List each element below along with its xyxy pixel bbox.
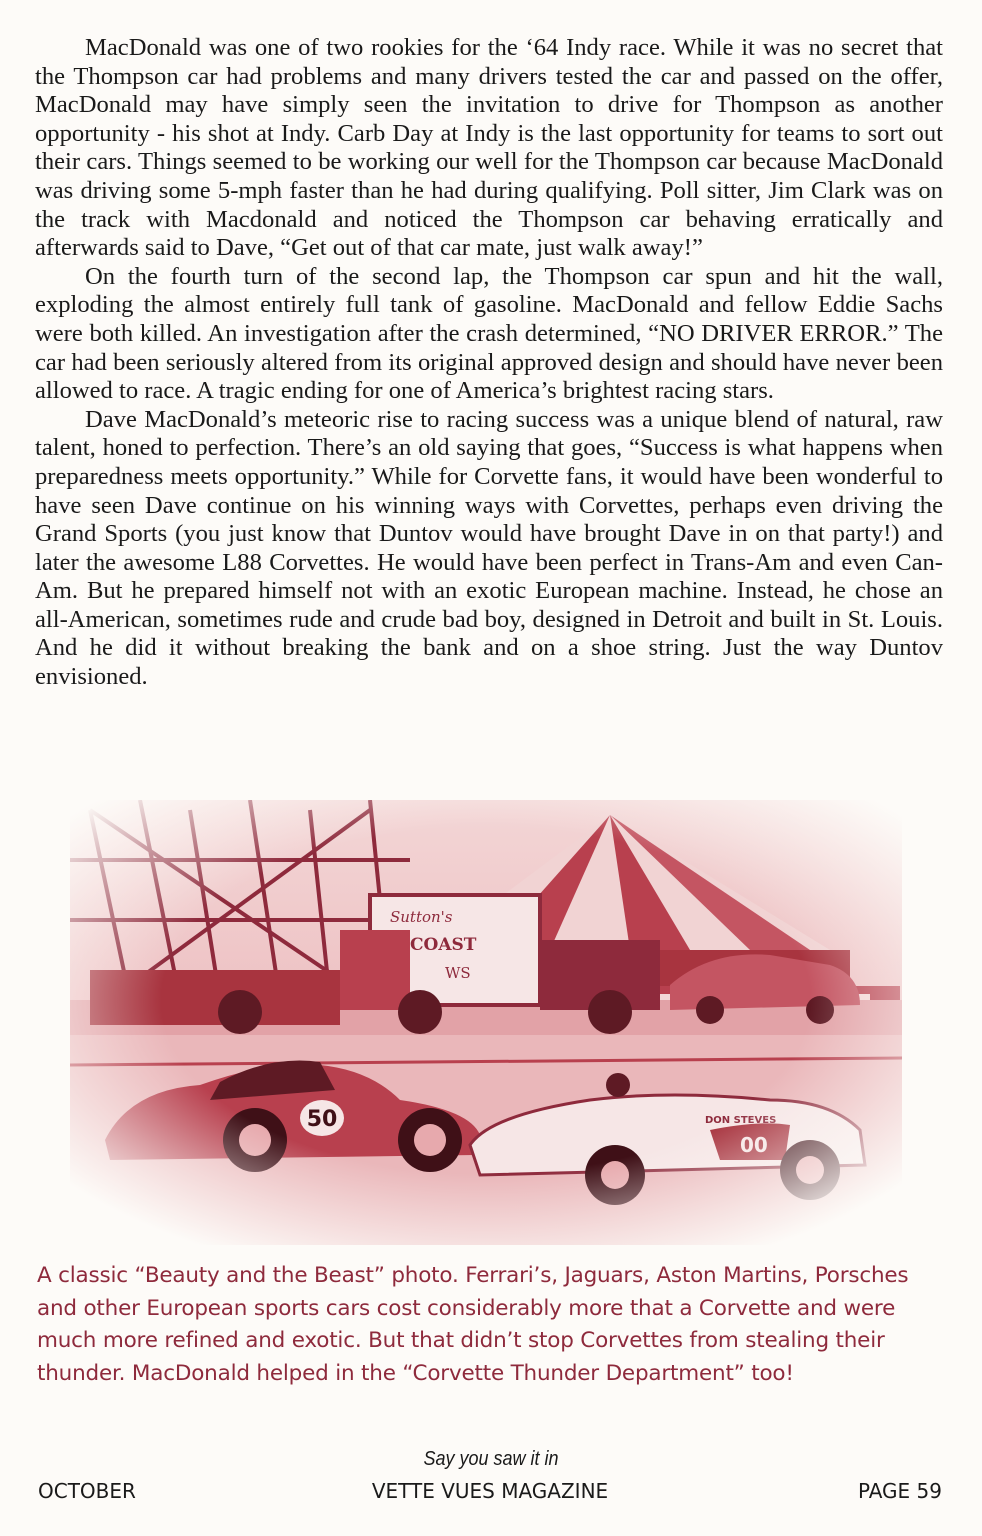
article-paragraph-2: On the fourth turn of the second lap, the Thompson car spun and hit the wall, exploding the almost entirely full tank of gasoline. MacDonald and fellow Eddie Sachs were both killed. An investigation after the crash determined, “NO DRIVER ERROR.” The car had been seriously altered from its original approved design and should have never been allowed to race. A tragic ending for one of America’s brightest racing stars. bbox=[35, 262, 943, 405]
photo-caption: A classic “Beauty and the Beast” photo. Ferrari’s, Jaguars, Aston Martins, Porsches and other European sports cars cost considerably more that a Corvette and were much more refined and exotic. But that didn’t stop Corvettes from stealing their thunder. MacDonald helped in the “Corvette Thunder Department” too! bbox=[37, 1263, 909, 1386]
article-paragraph-3: Dave MacDonald’s meteoric rise to racing success was a unique blend of natural, raw talent, honed to perfection. There’s an old saying that goes, “Success is what happens when preparedness meets opportunity.” While for Corvette fans, it would have been wonderful to have seen Dave continue on his winning ways with Corvettes, perhaps even driving the Grand Sports (you just know that Duntov would have brought Dave in on that party!) and later the awesome L88 Corvettes. He would have been perfect in Trans-Am and even Can-Am. But he prepared himself not with an exotic European machine. Instead, he chose an all-American, sometimes rude and crude bad boy, designed in Detroit and built in St. Louis. And he did it without breaking the bank and on a shoe string. Just the way Duntov envisioned. bbox=[35, 405, 943, 691]
race-photo bbox=[70, 800, 902, 1245]
footer-tagline: Say you saw it in bbox=[423, 1448, 559, 1470]
photo-vignette bbox=[70, 800, 902, 1245]
race-photo-illustration bbox=[70, 800, 902, 1245]
article-body bbox=[35, 34, 943, 692]
page-footer bbox=[38, 1479, 942, 1507]
footer-month: OCTOBER bbox=[38, 1479, 136, 1503]
article-paragraph-1: MacDonald was one of two rookies for the ‘64 Indy race. While it was no secret that the Thompson car had problems and many drivers tested the car and passed on the offer, MacDonald may have simply seen the invitation to drive for Thompson as another opportunity - his shot at Indy. Carb Day at Indy is the last opportunity for teams to sort out their cars. Things seemed to be working our well for the Thompson car because MacDonald was driving some 5-mph faster than he had during qualifying. Poll sitter, Jim Clark was on the track with Macdonald and noticed the Thompson car behaving erratically and afterwards said to Dave, “Get out of that car mate, just walk away!” bbox=[35, 34, 943, 262]
footer-page-number: PAGE 59 bbox=[857, 1479, 942, 1503]
footer-magazine: VETTE VUES MAGAZINE bbox=[371, 1479, 609, 1503]
